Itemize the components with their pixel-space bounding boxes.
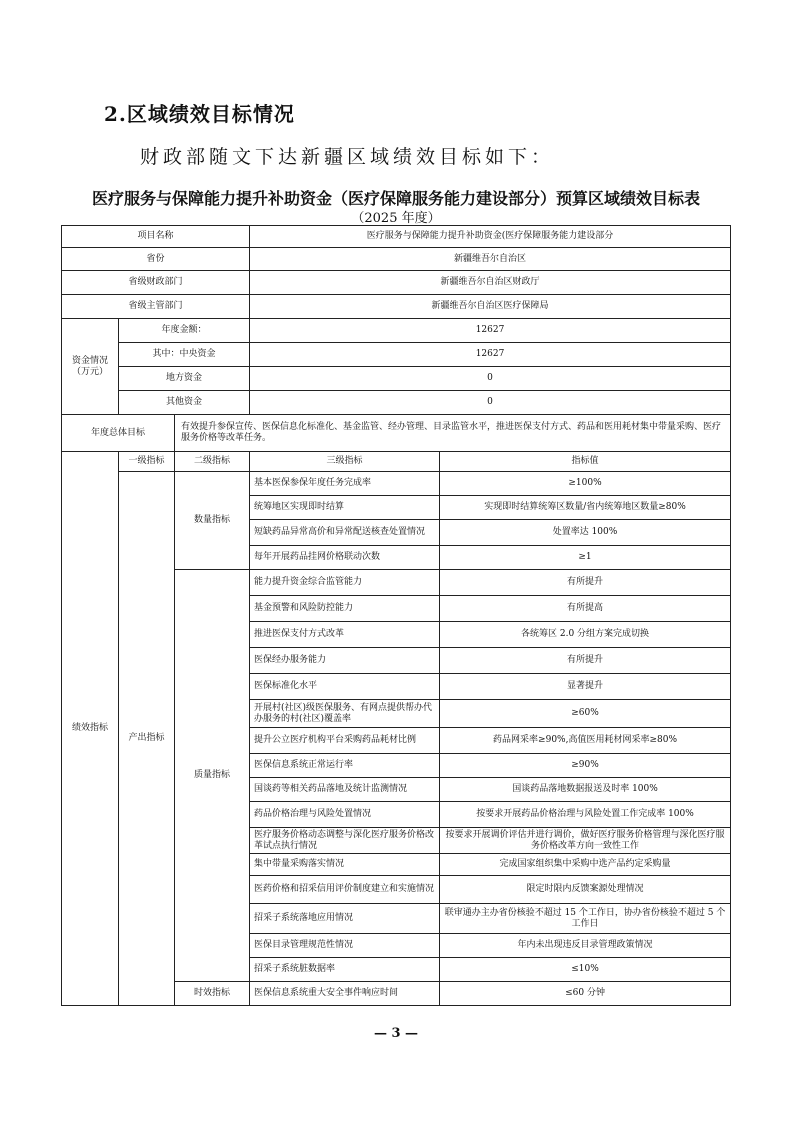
indicator-name: 医保经办服务能力 xyxy=(250,648,440,674)
indicator-value: 处置率达 100% xyxy=(440,520,731,546)
indicator-value: ≤10% xyxy=(440,958,731,982)
indicator-name: 统筹地区实现即时结算 xyxy=(250,496,440,520)
indicators-label: 绩效指标 xyxy=(62,452,119,1006)
indicator-name: 推进医保支付方式改革 xyxy=(250,622,440,648)
indicator-value: 年内未出现违反目录管理政策情况 xyxy=(440,934,731,958)
quantity-indicator-label: 数量指标 xyxy=(175,472,250,570)
funds-item-label: 其他资金 xyxy=(119,391,250,415)
overall-goal-label: 年度总体目标 xyxy=(62,415,175,452)
funds-item-value: 12627 xyxy=(250,343,731,367)
indicator-name: 提升公立医疗机构平台采购药品耗材比例 xyxy=(250,728,440,754)
funds-row xyxy=(62,391,731,415)
info-value: 医疗服务与保障能力提升补助资金(医疗保障服务能力建设部分 xyxy=(250,226,731,248)
indicator-value: 按要求开展调价评估并进行调价，做好医疗服务价格管理与深化医疗服务价格改革方向一致性工作 xyxy=(440,828,731,854)
section-heading: 2.区域绩效目标情况 xyxy=(104,102,295,126)
indicator-row xyxy=(62,472,731,496)
indicator-name: 药品价格治理与风险处置情况 xyxy=(250,802,440,828)
table-title: 医疗服务与保障能力提升补助资金（医疗保障服务能力建设部分）预算区域绩效目标表 xyxy=(91,189,700,208)
indicator-name: 短缺药品异常高价和异常配送核查处置情况 xyxy=(250,520,440,546)
info-row xyxy=(62,271,731,295)
funds-row xyxy=(62,319,731,343)
indicator-value: 有所提高 xyxy=(440,596,731,622)
indicator-name: 基金预警和风险防控能力 xyxy=(250,596,440,622)
indicator-value: 国谈药品落地数据报送及时率 100% xyxy=(440,778,731,802)
table-year: （2025 年度） xyxy=(351,211,441,226)
output-indicator-label: 产出指标 xyxy=(119,472,175,1006)
timeliness-indicator-label: 时效指标 xyxy=(175,982,250,1006)
funds-item-label: 其中：中央资金 xyxy=(119,343,250,367)
indicator-name: 每年开展药品挂网价格联动次数 xyxy=(250,546,440,570)
intro-text: 财政部随文下达新疆区域绩效目标如下： xyxy=(140,146,555,168)
indicator-value: ≥90% xyxy=(440,754,731,778)
indicator-name: 医保信息系统重大安全事件响应时间 xyxy=(250,982,440,1006)
indicator-value: ≥60% xyxy=(440,700,731,728)
indicator-name: 能力提升资金综合监管能力 xyxy=(250,570,440,596)
funds-row xyxy=(62,343,731,367)
funds-item-label: 地方资金 xyxy=(119,367,250,391)
indicator-value: 按要求开展药品价格治理与风险处置工作完成率 100% xyxy=(440,802,731,828)
indicator-name: 招采子系统落地应用情况 xyxy=(250,904,440,934)
indicator-value: 实现即时结算统筹区数量/省内统筹地区数量≥80% xyxy=(440,496,731,520)
funds-label: 资金情况（万元） xyxy=(62,319,119,415)
header-level2: 二级指标 xyxy=(175,452,250,472)
indicator-value: ≤60 分钟 xyxy=(440,982,731,1006)
funds-row xyxy=(62,367,731,391)
info-label: 省级财政部门 xyxy=(62,271,250,295)
indicator-value: 各统筹区 2.0 分组方案完成切换 xyxy=(440,622,731,648)
indicator-name: 医保信息系统正常运行率 xyxy=(250,754,440,778)
funds-item-value: 0 xyxy=(250,391,731,415)
indicator-name: 国谈药等相关药品落地及统计监测情况 xyxy=(250,778,440,802)
indicator-name: 医疗服务价格动态调整与深化医疗服务价格改革试点执行情况 xyxy=(250,828,440,854)
indicator-name: 集中带量采购落实情况 xyxy=(250,854,440,876)
info-row xyxy=(62,248,731,271)
indicator-value: ≥1 xyxy=(440,546,731,570)
quality-indicator-label: 质量指标 xyxy=(175,570,250,982)
indicator-value: 完成国家组织集中采购中选产品约定采购量 xyxy=(440,854,731,876)
indicator-value: ≥100% xyxy=(440,472,731,496)
info-label: 省级主管部门 xyxy=(62,295,250,319)
indicator-value: 联审通办主办省份核验不超过 15 个工作日，协办省份核验不超过 5 个工作日 xyxy=(440,904,731,934)
info-value: 新疆维吾尔自治区医疗保障局 xyxy=(250,295,731,319)
indicator-value: 药品网采率≥90%,高值医用耗材网采率≥80% xyxy=(440,728,731,754)
funds-item-value: 12627 xyxy=(250,319,731,343)
indicator-value: 有所提升 xyxy=(440,648,731,674)
info-value: 新疆维吾尔自治区财政厅 xyxy=(250,271,731,295)
header-level1: 一级指标 xyxy=(119,452,175,472)
info-label: 项目名称 xyxy=(62,226,250,248)
indicator-name: 开展村(社区)级医保服务、有网点提供帮办代办服务的村(社区)覆盖率 xyxy=(250,700,440,728)
funds-item-label: 年度金额： xyxy=(119,319,250,343)
indicator-header-row xyxy=(62,452,731,472)
info-label: 省份 xyxy=(62,248,250,271)
indicator-name: 招采子系统脏数据率 xyxy=(250,958,440,982)
performance-target-table xyxy=(61,225,731,1006)
header-level3: 三级指标 xyxy=(250,452,440,472)
info-row xyxy=(62,226,731,248)
indicator-value: 限定时限内反馈案源处理情况 xyxy=(440,876,731,904)
indicator-name: 基本医保参保年度任务完成率 xyxy=(250,472,440,496)
header-value: 指标值 xyxy=(440,452,731,472)
info-value: 新疆维吾尔自治区 xyxy=(250,248,731,271)
overall-goal-row xyxy=(62,415,731,452)
overall-goal-text: 有效提升参保宣传、医保信息化标准化、基金监管、经办管理、目录监管水平，推进医保支付方式、药品和医用耗材集中带量采购、医疗服务价格等改革任务。 xyxy=(175,415,731,452)
info-row xyxy=(62,295,731,319)
page-number: — 3 — xyxy=(373,1026,419,1041)
indicator-name: 医药价格和招采信用评价制度建立和实施情况 xyxy=(250,876,440,904)
indicator-name: 医保标准化水平 xyxy=(250,674,440,700)
indicator-value: 有所提升 xyxy=(440,570,731,596)
indicator-name: 医保目录管理规范性情况 xyxy=(250,934,440,958)
indicator-value: 显著提升 xyxy=(440,674,731,700)
funds-item-value: 0 xyxy=(250,367,731,391)
